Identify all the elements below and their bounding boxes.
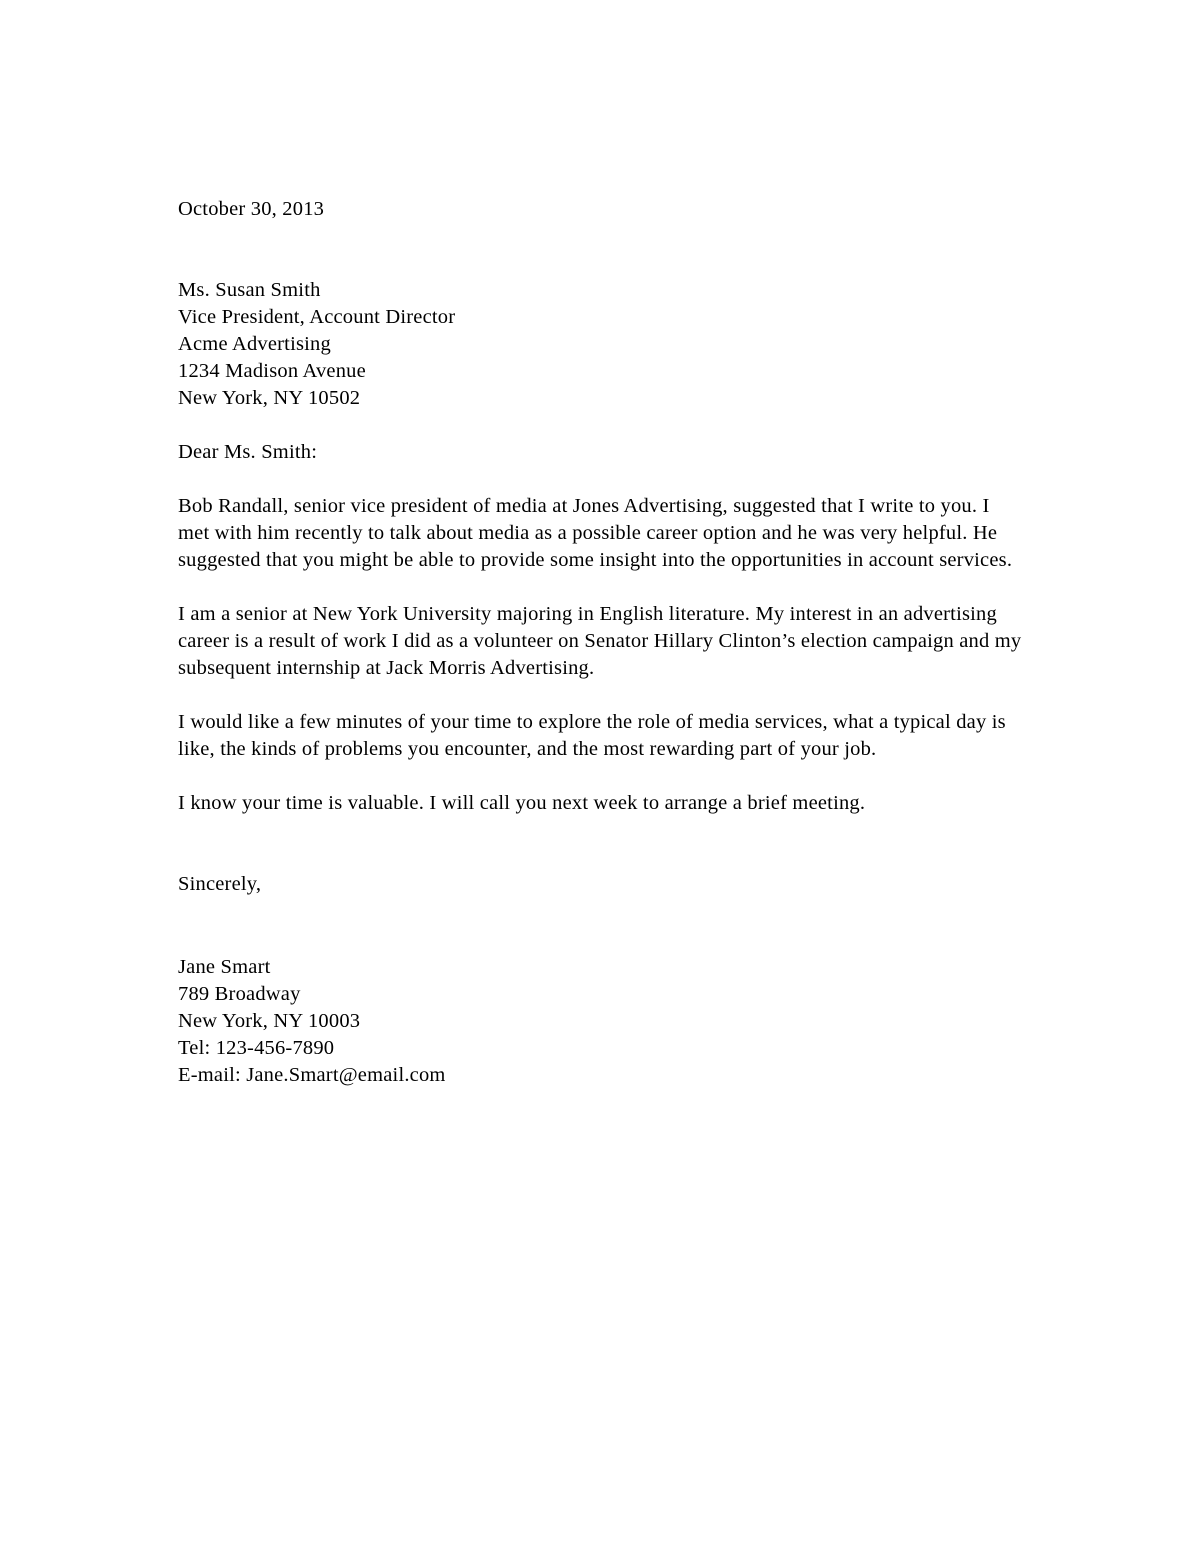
body-paragraph-2: I am a senior at New York University majoring in English literature. My interest in an advertising career is a result of work I did as a volunteer on Senator Hillary Clinton’s election campaign and my subsequent internship at Jack Morris Advertising. [178,603,1022,679]
sender-name: Jane Smart [178,956,271,978]
sender-phone: Tel: 123-456-7890 [178,1037,335,1059]
salutation [178,439,1023,466]
closing-text: Sincerely, [178,873,262,895]
date-text: October 30, 2013 [178,198,325,220]
body-paragraph-1: Bob Randall, senior vice president of media at Jones Advertising, suggested that I write to you. I met with him recently to talk about media as a possible career option and he was very helpful. He suggested that you might be able to provide some insight into the opportunities in account services. [178,495,1013,571]
closing [178,871,1023,898]
body-paragraph-3: I would like a few minutes of your time to explore the role of media services, what a typical day is like, the kinds of problems you encounter, and the most rewarding part of your job. [178,711,1006,760]
letter-date [178,196,1023,223]
recipient-street: 1234 Madison Avenue [178,360,366,382]
recipient-company: Acme Advertising [178,333,331,355]
salutation-text: Dear Ms. Smith: [178,441,318,463]
sender-city-state-zip: New York, NY 10003 [178,1010,361,1032]
sender-email: E-mail: Jane.Smart@email.com [178,1064,446,1086]
sender-street: 789 Broadway [178,983,301,1005]
sender-signature-block [178,954,1023,1089]
body-paragraph-4: I know your time is valuable. I will call you next week to arrange a brief meeting. [178,792,866,814]
recipient-city-state-zip: New York, NY 10502 [178,387,361,409]
recipient-name: Ms. Susan Smith [178,279,321,301]
letter-content [178,196,1023,1089]
recipient-title: Vice President, Account Director [178,306,456,328]
recipient-address-block [178,277,1023,412]
